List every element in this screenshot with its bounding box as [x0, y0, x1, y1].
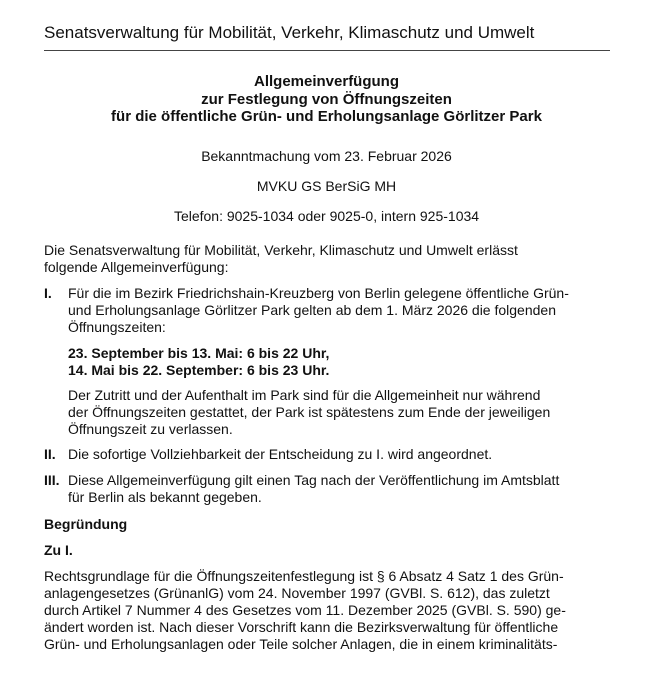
header-authority: Senatsverwaltung für Mobilität, Verkehr, Klimaschutz und Umwelt — [44, 23, 535, 42]
reasons-paragraph: Rechtsgrundlage für die Öffnungszeitenfestlegung ist § 6 Absatz 4 Satz 1 des Grün- anlagengesetzes (GrünanlG) vom 24. November 1997 (GVBl. S. 612), das zuletzt durch Artikel 7 Nummer 4 des Gesetzes vom 11. Dezember 2025 (GVBl. S. 590) ge- ändert worden ist. Nach dieser Vorschrift kann die Bezirksverwaltung für öffentliche Grün- und Erholungsanlagen oder Teile solcher Anlagen, die in einem kriminalitäts- — [44, 568, 566, 652]
announcement-date: Bekanntmachung vom 23. Februar 2026 — [201, 148, 452, 164]
item-text: Die sofortige Vollziehbarkeit der Entscheidung zu I. wird angeordnet. — [68, 446, 493, 462]
title-line: zur Festlegung von Öffnungszeiten — [201, 90, 452, 108]
item-number: I. — [44, 285, 52, 301]
title-line: Allgemeinverfügung — [253, 73, 399, 90]
reference-code: MVKU GS BerSiG MH — [256, 178, 397, 194]
reasons-heading: Begründung — [44, 516, 128, 532]
item-text: Diese Allgemeinverfügung gilt einen Tag nach der Veröffentlichung im Amtsblatt für Berlin als bekannt gegeben. — [68, 472, 560, 505]
phone-line: Telefon: 9025-1034 oder 9025-0, intern 925-1034 — [173, 208, 480, 224]
intro-paragraph: Die Senatsverwaltung für Mobilität, Verkehr, Klimaschutz und Umwelt erlässt folgende Allgemeinverfügung: — [44, 242, 518, 275]
access-rules: Der Zutritt und der Aufenthalt im Park sind für die Allgemeinheit nur während der Öffnungszeiten gestattet, der Park ist spätestens zum Ende der jeweiligen Öffnungszeit zu verlassen. — [68, 387, 551, 437]
title-line: für die öffentliche Grün- und Erholungsanlage Görlitzer Park — [111, 108, 542, 125]
document-header — [44, 22, 610, 51]
reasons-subheading: Zu I. — [44, 542, 73, 558]
opening-hours: 23. September bis 13. Mai: 6 bis 22 Uhr, 14. Mai bis 22. September: 6 bis 23 Uhr. — [68, 345, 330, 378]
item-number: II. — [44, 446, 56, 462]
item-number: III. — [44, 472, 60, 488]
item-text: Für die im Bezirk Friedrichshain-Kreuzberg von Berlin gelegene öffentliche Grün- und Erholungsanlage Görlitzer Park gelten ab dem 1. März 2026 die folgenden Öffnungszeiten: — [68, 285, 569, 335]
document-title — [0, 73, 653, 126]
